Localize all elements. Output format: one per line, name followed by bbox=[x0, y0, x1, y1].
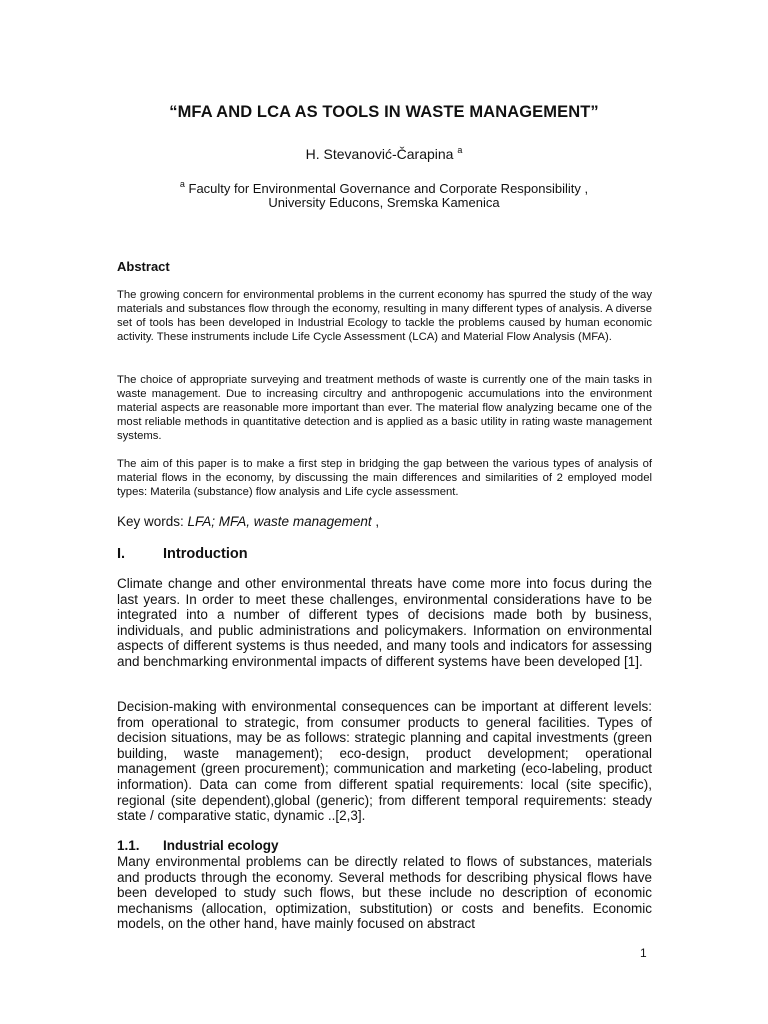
abstract-paragraph: The choice of appropriate surveying and treatment methods of waste is currently one of the main tasks in waste management. Due to increasing circultry and anthropogenic accumulations into the environment material aspects are reasonable more important than ever. The material flow analyzing became one of the most reliable methods in quantitative detection and is applied as a basic utility in rating waste management systems. bbox=[117, 374, 652, 442]
body-paragraph: Many environmental problems can be directly related to flows of substances, materials and products through the economy. Several methods for describing physical flows have been developed to study such flows, but these include no description of economic mechanisms (allocation, optimization, substitution) or costs and benefits. Economic models, on the other hand, have mainly focused on abstract bbox=[117, 854, 652, 932]
page-number: 1 bbox=[640, 946, 647, 960]
section-title: Introduction bbox=[163, 546, 248, 562]
keywords-suffix: , bbox=[371, 514, 380, 529]
keywords-label: Key words: bbox=[117, 514, 184, 529]
affiliation-name: Faculty for Environmental Governance and Corporate Responsibility , bbox=[188, 181, 589, 196]
author-affiliation-marker: a bbox=[457, 145, 463, 155]
keywords-values: LFA; MFA, waste management bbox=[187, 514, 372, 529]
body-paragraph: Climate change and other environmental threats have come more into focus during the last years. In order to meet these challenges, environmental considerations have to be integrated into a number of different types of decisions made both by business, individuals, and public administrations and policymakers. Information on environmental aspects of different systems is thus needed, and many tools and indicators for assessing and benchmarking environmental impacts of different systems have been developed [1]. bbox=[117, 576, 652, 669]
subsection-title: Industrial ecology bbox=[163, 838, 279, 853]
section-number: I. bbox=[117, 546, 126, 562]
author-line bbox=[0, 145, 768, 162]
abstract-paragraph: The aim of this paper is to make a first step in bridging the gap between the various types of analysis of material flows in the economy, by discussing the main differences and similarities of 2 employed model types: Materila (substance) flow analysis and Life cycle assessment. bbox=[117, 458, 652, 498]
author-name: H. Stevanović-Čarapina bbox=[305, 146, 454, 162]
abstract-paragraph: The growing concern for environmental problems in the current economy has spurred the study of the way materials and substances flow through the economy, resulting in many different types of analysis. A diverse set of tools has been developed in Industrial Ecology to tackle the problems caused by human economic activity. These instruments include Life Cycle Assessment (LCA) and Material Flow Analysis (MFA). bbox=[117, 289, 652, 343]
keywords-line bbox=[117, 514, 379, 529]
paper-title: “MFA AND LCA AS TOOLS IN WASTE MANAGEMENT” bbox=[169, 103, 599, 121]
body-paragraph: Decision-making with environmental consequences can be important at different levels: from operational to strategic, from consumer products to general facilities. Types of decision situations, may be as follows: strategic planning and capital investments (green building, waste management); eco-design, product development; operational management (green procurement); communication and marketing (eco-labeling, product information). Data can come from different spatial requirements: local (site specific), regional (site dependent),global (generic); from different temporal requirements: steady state / comparative static, dynamic ..[2,3]. bbox=[117, 699, 652, 824]
affiliation-marker: a bbox=[179, 179, 185, 189]
subsection-number: 1.1. bbox=[117, 838, 140, 853]
affiliation-line-1 bbox=[0, 179, 768, 196]
abstract-heading: Abstract bbox=[117, 259, 170, 274]
affiliation-line-2: University Educons, Sremska Kamenica bbox=[268, 195, 500, 210]
